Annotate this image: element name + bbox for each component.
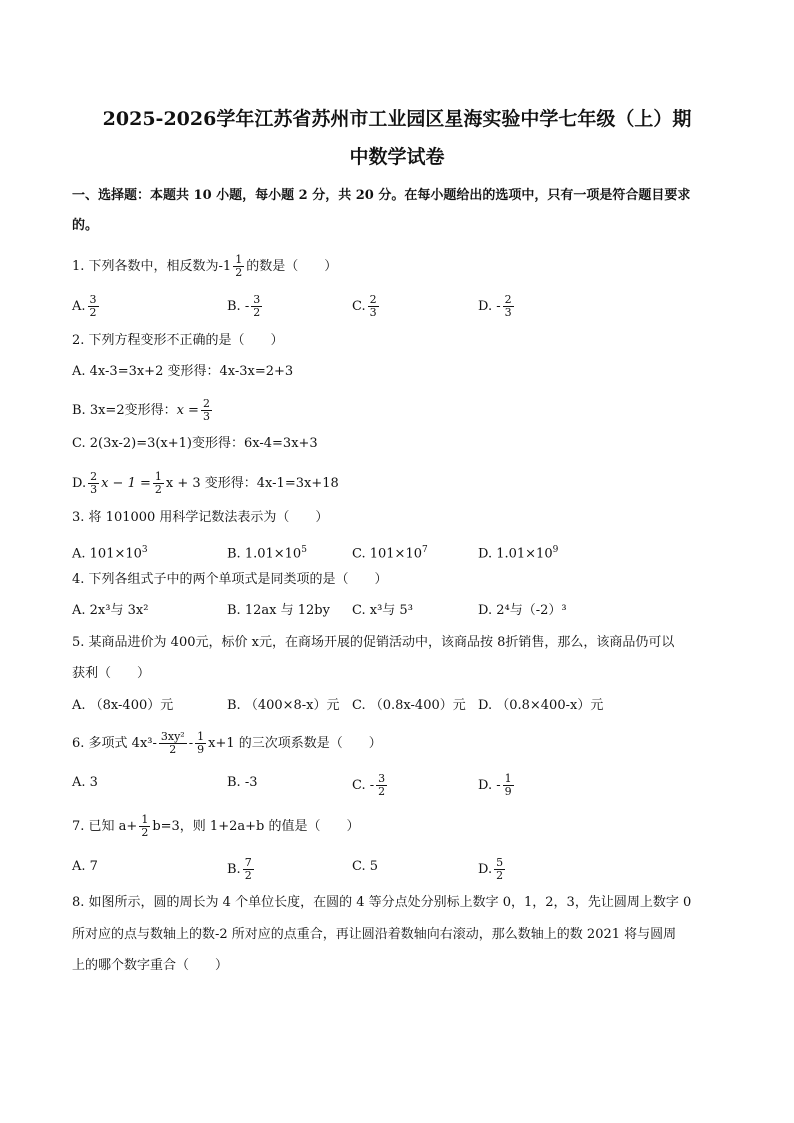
document-title (60, 100, 734, 176)
question-8-stem-line-3: 上的哪个数字重合（ ） (72, 958, 229, 973)
question-6-option-b[interactable]: B. -3 (227, 775, 258, 790)
question-5-option-a[interactable]: A. （8x-400）元 (72, 698, 174, 713)
question-2-option-c[interactable]: C. 2(3x-2)=3(x+1)变形得：6x-4=3x+3 (72, 436, 318, 451)
question-8-stem-line-1: 8. 如图所示，圆的周长为 4 个单位长度，在圆的 4 等分点处分别标上数字 0，1，2，3，先让圆周上数字 0 (72, 895, 692, 910)
question-3-option-c[interactable]: C. $101\times 10^7$ (352, 545, 428, 562)
title-line-2: 中数学试卷 (349, 146, 445, 168)
question-2-option-b[interactable]: B. 3x=2变形得：x = $\frac{2}{3}$ (72, 397, 210, 423)
fraction: $\frac{1}{2}$ (235, 253, 243, 279)
question-7-option-c[interactable]: C. 5 (352, 859, 379, 874)
question-1-option-c[interactable]: C. $\frac{2}{3}$ (352, 293, 377, 319)
question-1-option-d[interactable]: D. - $\frac{2}{3}$ (478, 293, 512, 319)
question-6-stem: 6. 多项式 4x³- $\frac{\text{3xy²}}{2}$ - $\frac{1}{9}$ x+1 的三次项系数是（ ） (72, 730, 382, 756)
question-2-stem: 2. 下列方程变形不正确的是（ ） (72, 333, 284, 348)
question-7-option-b[interactable]: B. $\frac{7}{2}$ (227, 856, 252, 882)
question-4-stem: 4. 下列各组式子中的两个单项式是同类项的是（ ） (72, 572, 388, 587)
question-7-stem: 7. 已知 a+ $\frac{1}{2}$ b=3，则 1+2a+b 的值是（ ） (72, 813, 360, 839)
question-6-option-c[interactable]: C. - $\frac{3}{2}$ (352, 772, 386, 798)
question-6-option-a[interactable]: A. 3 (72, 775, 98, 790)
question-6-option-d[interactable]: D. - $\frac{1}{9}$ (478, 772, 512, 798)
question-5-option-c[interactable]: C. （0.8x-400）元 (352, 698, 466, 713)
question-5-stem-line-1: 5. 某商品进价为 400元，标价 x元，在商场开展的促销活动中，该商品按 8折销售，那么，该商品仍可以 (72, 635, 675, 650)
question-4-option-a[interactable]: A. 2x³与 3x² (72, 603, 149, 618)
question-2-option-d[interactable]: D. $\frac{2}{3}$ x − 1 = $\frac{1}{2}$ x + 3 变形得：4x-1=3x+18 (72, 470, 339, 496)
question-7-option-d[interactable]: D. $\frac{5}{2}$ (478, 856, 504, 882)
question-1-stem: 1. 下列各数中，相反数为-1 $\frac{1}{2}$ 的数是（ ） (72, 253, 338, 279)
question-4-option-c[interactable]: C. x³与 5³ (352, 603, 413, 618)
question-2-option-a[interactable]: A. 4x-3=3x+2 变形得：4x-3x=2+3 (72, 364, 294, 379)
question-5-stem-line-2: 获利（ ） (72, 666, 151, 681)
question-4-option-d[interactable]: D. 2⁴与（-2）³ (478, 603, 567, 618)
question-3-stem: 3. 将 101000 用科学记数法表示为（ ） (72, 510, 329, 525)
question-5-option-b[interactable]: B. （400×8-x）元 (227, 698, 340, 713)
question-3-option-d[interactable]: D. $1.01\times 10^9$ (478, 545, 559, 562)
question-3-option-a[interactable]: A. $101\times 10^3$ (72, 545, 148, 562)
question-5-option-d[interactable]: D. （0.8×400-x）元 (478, 698, 604, 713)
section-heading-line-1: 一、选择题：本题共 10 小题，每小题 2 分，共 20 分。在每小题给出的选项中，只有一项是符合题目要求 (72, 188, 691, 203)
question-8-stem-line-2: 所对应的点与数轴上的数-2 所对应的点重合，再让圆沿着数轴向右滚动，那么数轴上的数 2021 将与圆周 (72, 927, 677, 942)
question-7-option-a[interactable]: A. 7 (72, 859, 98, 874)
question-4-option-b[interactable]: B. 12ax 与 12by (227, 603, 330, 618)
question-1-option-a[interactable]: A. $\frac{3}{2}$ (72, 293, 97, 319)
section-heading-line-2: 的。 (72, 218, 99, 233)
question-3-option-b[interactable]: B. $1.01\times 10^5$ (227, 545, 307, 562)
title-line-1: 2025-2026学年江苏省苏州市工业园区星海实验中学七年级（上）期 (102, 108, 692, 130)
question-1-option-b[interactable]: B. - $\frac{3}{2}$ (227, 293, 261, 319)
